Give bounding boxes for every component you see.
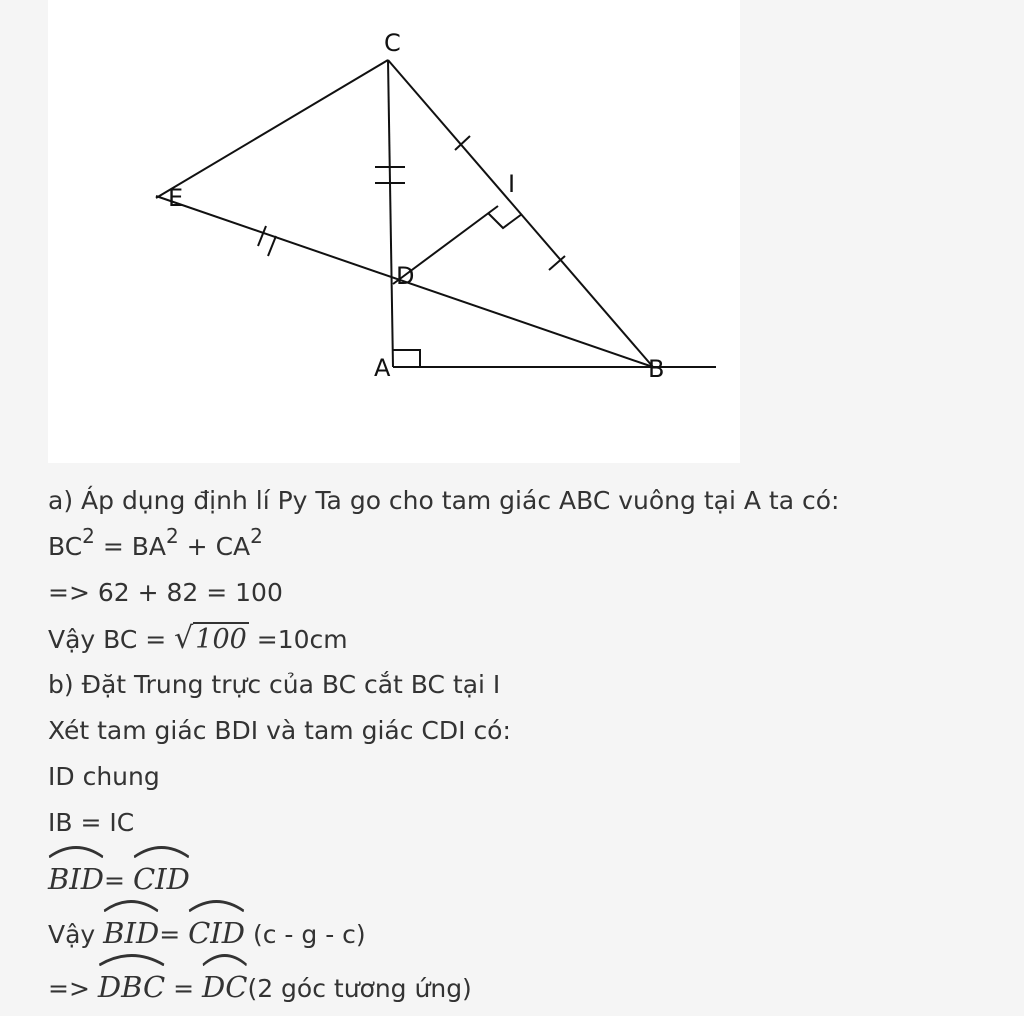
arc-mark — [103, 898, 159, 912]
arc-mark — [48, 844, 104, 858]
triangle-diagram — [48, 0, 740, 463]
arc-mark — [98, 952, 165, 966]
angle-bid-text: BID — [48, 862, 105, 896]
label-d: D — [396, 262, 415, 290]
part-b-intro: b) Đặt Trung trực của BC cắt BC tại I — [48, 670, 501, 699]
angle-dbc — [98, 954, 165, 1014]
double-tick-ed-1 — [258, 226, 266, 246]
label-b: B — [648, 355, 665, 383]
right-angle-mark-a — [393, 350, 420, 366]
congruence-line — [48, 900, 988, 954]
solution-text — [48, 478, 988, 1008]
angle-cid-text: CID — [132, 862, 190, 896]
double-tick-ed-2 — [268, 236, 276, 256]
eq3-suffix: =10cm — [248, 625, 348, 654]
angle-bid-2 — [103, 900, 159, 960]
right-angle-mark-i — [488, 213, 522, 228]
radicand: 100 — [195, 624, 247, 655]
square-root — [174, 616, 249, 663]
final-eq-sign: = — [165, 974, 202, 1003]
angle-eq-sign: = — [104, 866, 133, 895]
angle-cid-2-text: CID — [188, 916, 246, 950]
label-i: I — [508, 170, 516, 198]
final-prefix: => — [48, 974, 98, 1003]
eq1-exp-2: 2 — [166, 524, 179, 548]
label-a: A — [374, 354, 391, 382]
radical-sign: √ — [174, 621, 194, 656]
geometry-figure — [48, 0, 740, 463]
part-a-intro: a) Áp dụng định lí Py Ta go cho tam giác ABC vuông tại A ta có: — [48, 486, 840, 515]
label-c: C — [384, 29, 401, 57]
segment-ce — [156, 60, 388, 198]
angle-bid — [48, 846, 104, 906]
common-side-line: ID chung — [48, 762, 160, 791]
angle-equality-line — [48, 846, 988, 900]
arc-mark — [188, 898, 245, 912]
conclude-prefix: Vậy — [48, 920, 104, 949]
angle-cid — [133, 846, 190, 906]
arc-mark — [133, 844, 190, 858]
ib-ic-line: IB = IC — [48, 808, 135, 837]
angle-dc — [202, 954, 247, 1014]
tick-ci — [455, 136, 470, 150]
conclude-suffix: (c - g - c) — [245, 920, 366, 949]
final-suffix: (2 góc tương ứng) — [247, 974, 472, 1003]
consider-line: Xét tam giác BDI và tam giác CDI có: — [48, 716, 511, 745]
final-line — [48, 954, 988, 1008]
pythagoras-equation — [48, 524, 988, 570]
angle-dbc-text: DBC — [97, 970, 166, 1004]
angle-dc-text: DC — [201, 970, 248, 1004]
segment-ca — [388, 60, 393, 367]
sum-line: => 62 + 82 = 100 — [48, 578, 283, 607]
arc-mark — [202, 952, 247, 966]
angle-bid-2-text: BID — [103, 916, 160, 950]
eq1-ca: + CA — [178, 532, 251, 561]
eq1-exp-1: 2 — [82, 524, 95, 548]
eq1-exp-3: 2 — [250, 524, 263, 548]
eq1-bc: BC — [48, 532, 83, 561]
bc-result-line — [48, 616, 988, 662]
eq1-ba: = BA — [94, 532, 166, 561]
eq3-prefix: Vậy BC = — [48, 625, 175, 654]
conclude-eq-sign: = — [159, 920, 189, 949]
label-e: E — [168, 184, 184, 212]
angle-cid-2 — [188, 900, 245, 960]
